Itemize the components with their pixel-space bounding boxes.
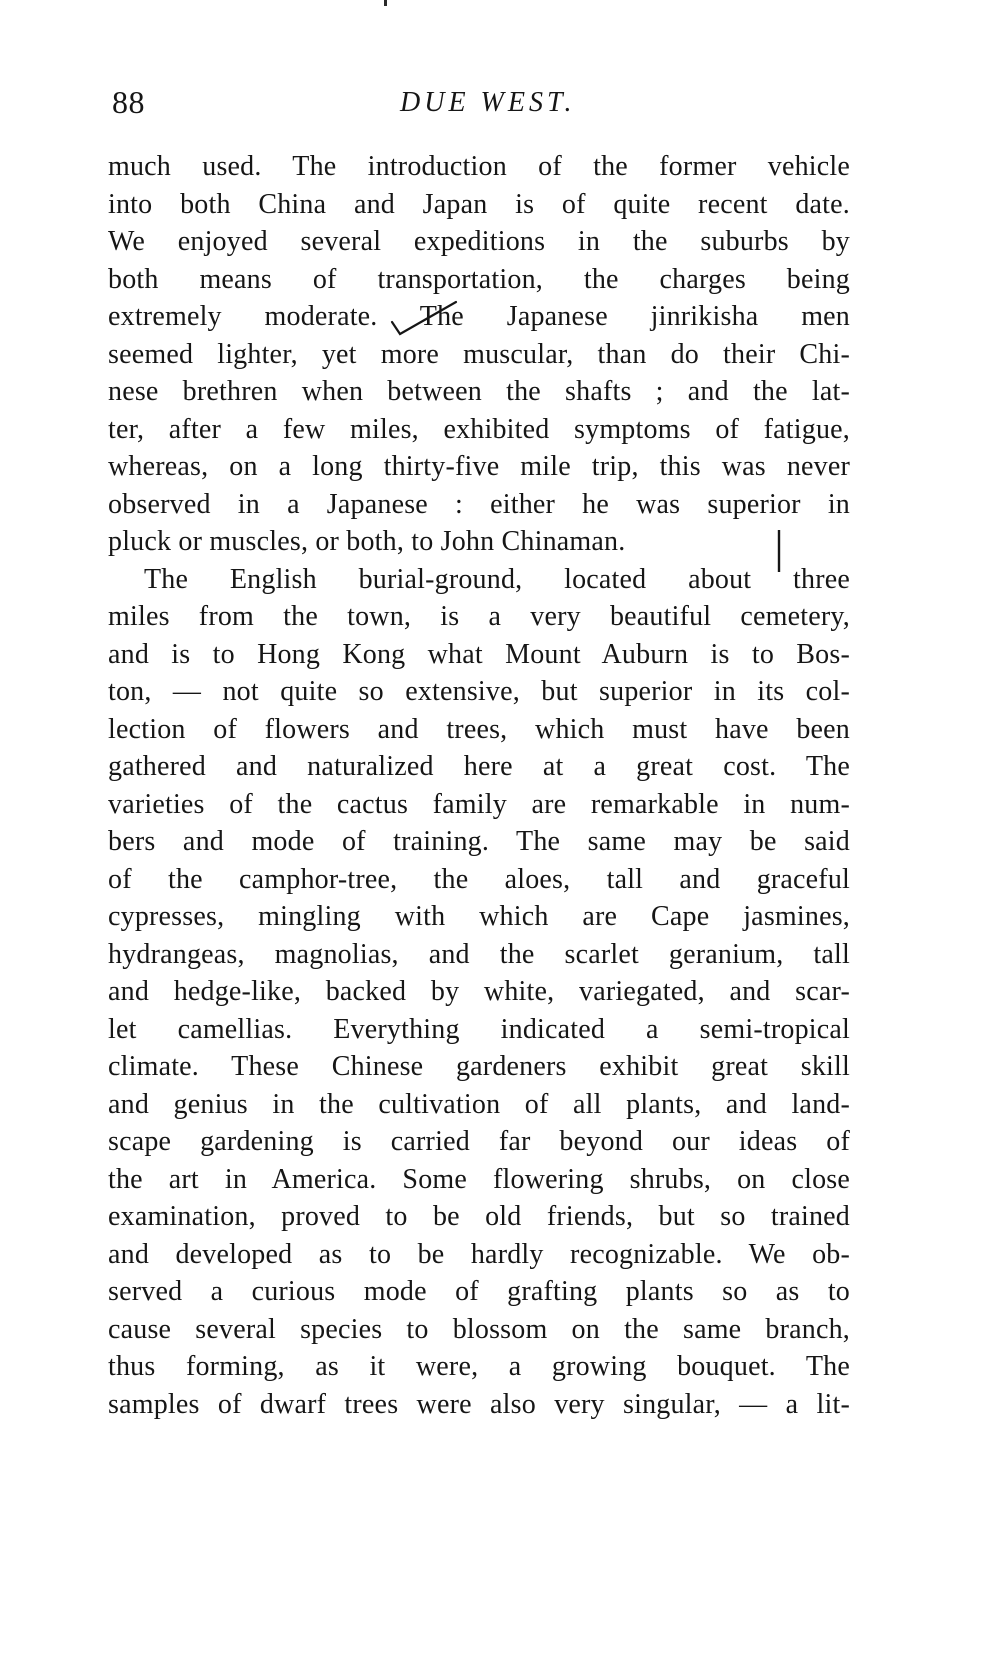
text-line: miles from the town, is a very beautiful cemetery, xyxy=(108,601,850,632)
text-line: gathered and naturalized here at a great cost. The xyxy=(108,751,850,782)
text-line: observed in a Japanese : either he was superior in xyxy=(108,488,850,520)
text-line: seemed lighter, yet more muscular, than do their Chi- xyxy=(108,338,850,370)
text-line: and developed as to be hardly recognizable. We ob- xyxy=(108,1238,850,1270)
text-line: cause several species to blossom on the same branch, xyxy=(108,1313,850,1345)
text-line: cypresses, mingling with which are Cape jasmines, xyxy=(108,901,850,932)
scan-speck xyxy=(384,0,387,6)
text-line: into both China and Japan is of quite recent date. xyxy=(108,188,850,220)
running-title: DUE WEST. xyxy=(400,87,576,118)
text-line: hydrangeas, magnolias, and the scarlet geranium, tall xyxy=(108,938,850,970)
text-line: ton, — not quite so extensive, but superior in its col- xyxy=(108,676,850,707)
text-line: and genius in the cultivation of all plants, and land- xyxy=(108,1088,850,1120)
text-line: whereas, on a long thirty-five mile trip, this was never xyxy=(108,451,850,482)
text-line: bers and mode of training. The same may be said xyxy=(108,826,850,857)
page-number: 88 xyxy=(112,84,145,120)
text-line: examination, proved to be old friends, but so trained xyxy=(108,1201,850,1232)
handwritten-bar-mark xyxy=(777,530,781,572)
text-line: pluck or muscles, or both, to John Chinaman. xyxy=(108,526,626,557)
text-line: extremely moderate. The Japanese jinrikisha men xyxy=(108,301,850,332)
text-line: and is to Hong Kong what Mount Auburn is to Bos- xyxy=(108,638,850,670)
text-line: much used. The introduction of the former vehicle xyxy=(108,151,850,182)
text-line: served a curious mode of grafting plants so as to xyxy=(108,1276,850,1307)
body-text xyxy=(108,148,850,1423)
text-line: climate. These Chinese gardeners exhibit great skill xyxy=(108,1051,850,1082)
text-line: We enjoyed several expeditions in the suburbs by xyxy=(108,226,850,257)
handwritten-check-mark xyxy=(390,300,462,340)
text-line: and hedge-like, backed by white, variegated, and scar- xyxy=(108,976,850,1007)
text-line: ter, after a few miles, exhibited symptoms of fatigue, xyxy=(108,413,850,445)
text-line: scape gardening is carried far beyond our ideas of xyxy=(108,1126,850,1157)
text-line: of the camphor-tree, the aloes, tall and graceful xyxy=(108,863,850,895)
text-line: nese brethren when between the shafts ; and the lat- xyxy=(108,376,850,407)
text-line: The English burial-ground, located about three xyxy=(144,563,850,595)
text-line: the art in America. Some flowering shrubs, on close xyxy=(108,1163,850,1195)
text-line: thus forming, as it were, a growing bouquet. The xyxy=(108,1351,850,1382)
text-line: samples of dwarf trees were also very singular, — a lit- xyxy=(108,1388,850,1420)
text-line: varieties of the cactus family are remarkable in num- xyxy=(108,788,850,820)
text-line: both means of transportation, the charges being xyxy=(108,263,850,295)
text-line: let camellias. Everything indicated a semi-tropical xyxy=(108,1013,850,1045)
text-line: lection of flowers and trees, which must have been xyxy=(108,713,850,745)
